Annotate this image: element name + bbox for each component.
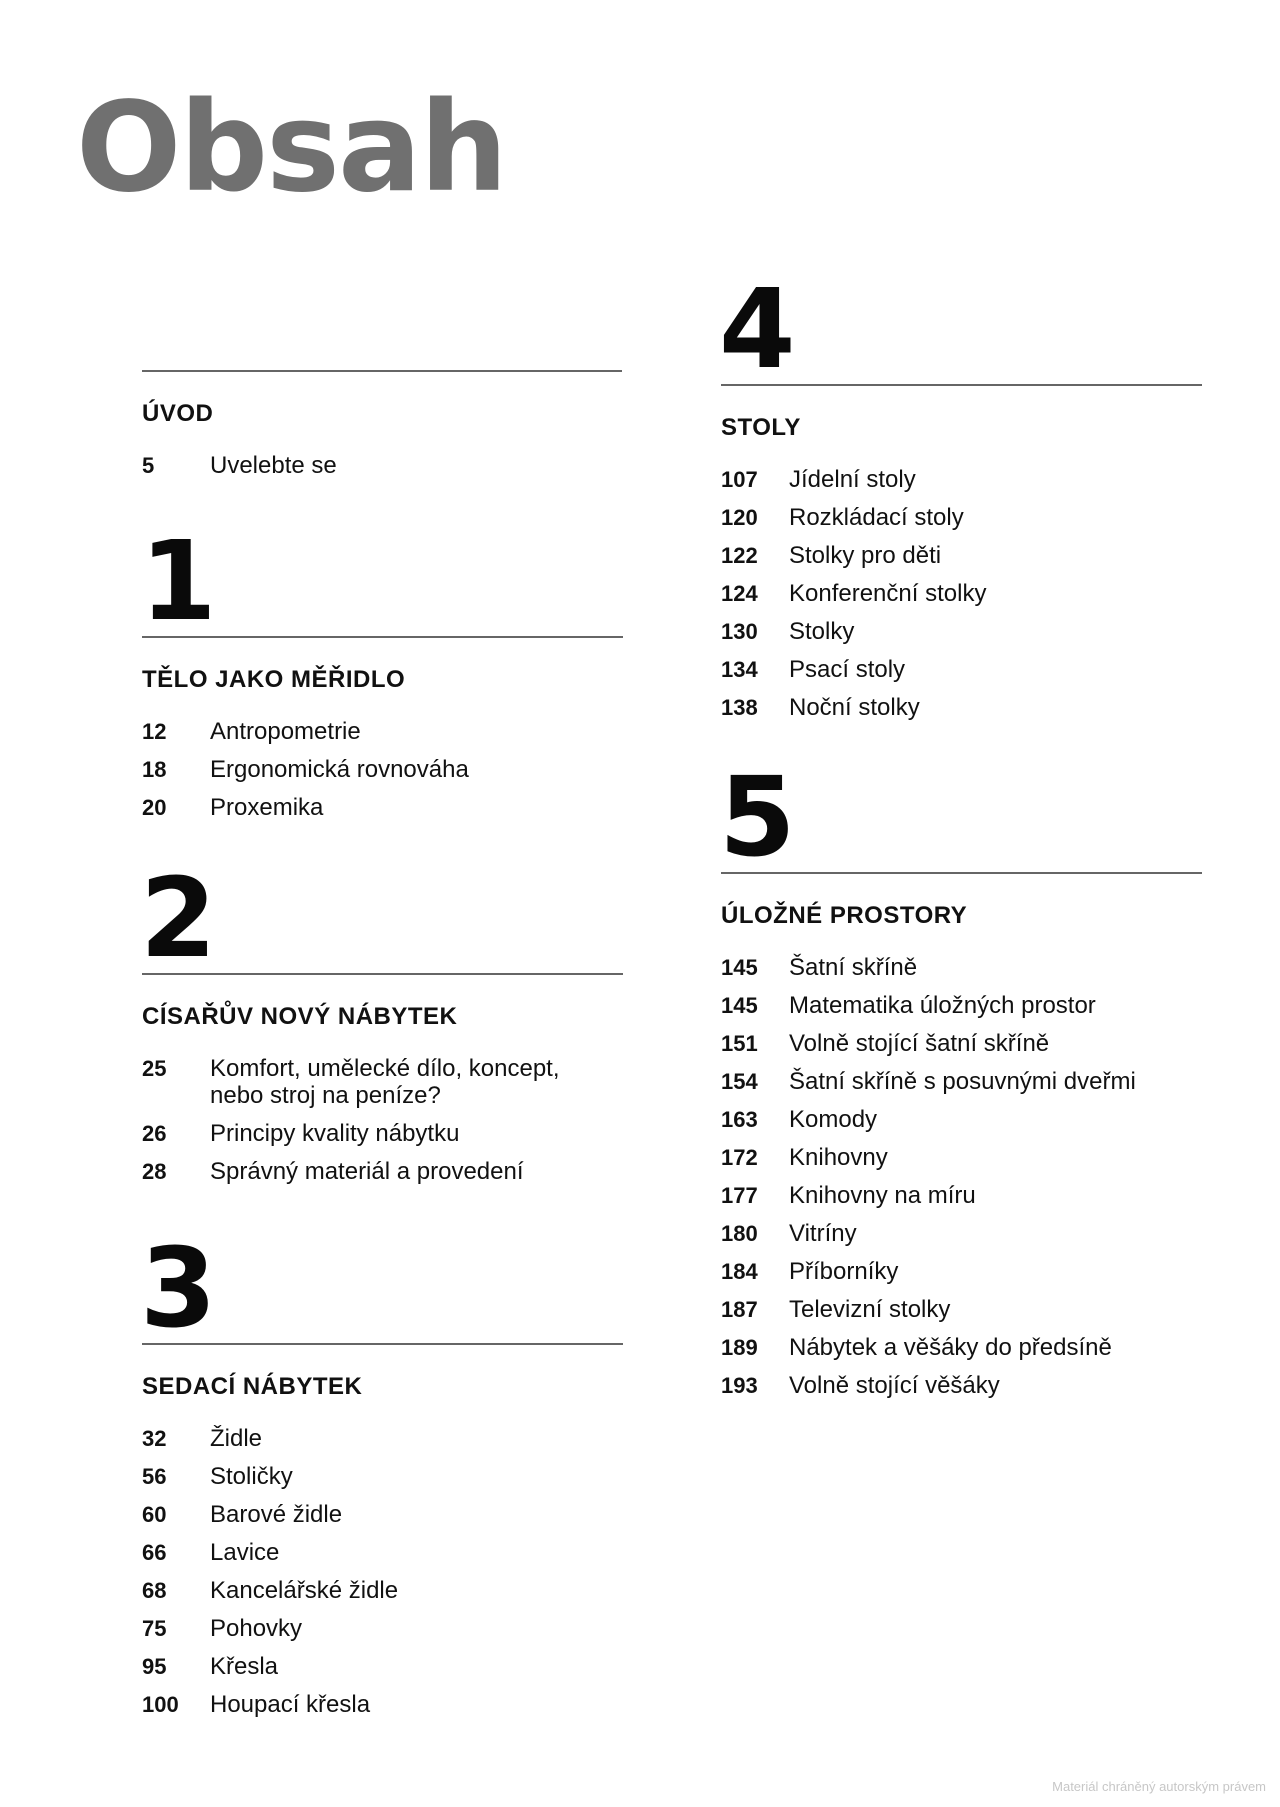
toc-entry <box>721 1372 1202 1399</box>
toc-page-number: 25 <box>142 1056 167 1081</box>
toc-entry <box>721 1068 1202 1095</box>
toc-entry-title: Knihovny <box>789 1144 888 1171</box>
page-title: Obsah <box>76 76 506 220</box>
toc-entry <box>142 1691 623 1718</box>
toc-section-3 <box>140 1224 623 1729</box>
toc-entry-title: Komfort, umělecké dílo, koncept, nebo stroj na peníze? <box>210 1055 560 1109</box>
section-heading: ÚVOD <box>142 400 214 427</box>
section-heading: TĚLO JAKO MĚŘIDLO <box>142 666 406 693</box>
toc-entry-title: Stolky <box>789 618 855 645</box>
toc-page-number: 130 <box>721 619 758 644</box>
toc-entry-title: Barové židle <box>210 1501 343 1528</box>
toc-entry <box>721 954 1202 981</box>
toc-page-number: 32 <box>142 1426 167 1451</box>
toc-page-number: 187 <box>721 1297 758 1322</box>
toc-page-number: 26 <box>142 1121 167 1146</box>
toc-entry <box>721 1220 1202 1247</box>
toc-entry-title: Antropometrie <box>210 718 361 745</box>
toc-section-2 <box>140 854 623 1196</box>
toc-entry-title: Kancelářské židle <box>210 1577 399 1604</box>
toc-section-intro <box>142 370 622 490</box>
section-heading: STOLY <box>721 414 801 441</box>
toc-entry-title: Matematika úložných prostor <box>789 992 1096 1019</box>
toc-page-number: 56 <box>142 1464 167 1489</box>
toc-entry <box>142 1425 623 1452</box>
toc-entry-title: Rozkládací stoly <box>789 504 964 531</box>
toc-page-number: 20 <box>142 795 167 820</box>
toc-page-number: 134 <box>721 657 758 682</box>
toc-entry <box>721 694 1202 721</box>
toc-page-number: 100 <box>142 1692 179 1717</box>
toc-entry <box>721 466 1202 493</box>
toc-page-number: 124 <box>721 581 758 606</box>
section-heading: SEDACÍ NÁBYTEK <box>142 1373 363 1400</box>
toc-entry <box>721 580 1202 607</box>
toc-page-number: 18 <box>142 757 167 782</box>
section-entries <box>721 954 1202 1399</box>
toc-page-number: 12 <box>142 719 167 744</box>
toc-page-number: 107 <box>721 467 758 492</box>
toc-entry <box>142 718 623 745</box>
section-number: 4 <box>719 265 796 393</box>
toc-entry <box>142 1055 623 1109</box>
toc-entry-title: Židle <box>210 1425 263 1452</box>
toc-page-number: 60 <box>142 1502 167 1527</box>
toc-entry-title: Lavice <box>210 1539 280 1566</box>
section-entries <box>142 1425 623 1718</box>
toc-page-number: 184 <box>721 1259 758 1284</box>
copyright-watermark: Materiál chráněný autorským právem <box>1052 1779 1266 1794</box>
toc-entry <box>721 656 1202 683</box>
section-divider <box>142 370 622 372</box>
toc-entry <box>142 1501 623 1528</box>
toc-entry-title: Šatní skříně <box>789 954 918 981</box>
toc-page-number: 75 <box>142 1616 167 1641</box>
toc-page-number: 172 <box>721 1145 758 1170</box>
toc-page-number: 145 <box>721 955 758 980</box>
toc-page-number: 189 <box>721 1335 758 1360</box>
toc-entry <box>142 794 623 821</box>
toc-section-1 <box>140 517 623 832</box>
toc-entry <box>721 1334 1202 1361</box>
toc-entry-title: Stolky pro děti <box>789 542 942 569</box>
toc-page-number: 68 <box>142 1578 167 1603</box>
toc-entry-title: Houpací křesla <box>210 1691 371 1718</box>
toc-entry <box>721 618 1202 645</box>
toc-entry <box>142 756 623 783</box>
toc-entry-title: Komody <box>789 1106 878 1133</box>
toc-entry-title: Pohovky <box>210 1615 303 1642</box>
toc-entry-title: Volně stojící šatní skříně <box>789 1030 1050 1057</box>
toc-entry-title: Křesla <box>210 1653 279 1680</box>
toc-entry-title: Konferenční stolky <box>789 580 987 607</box>
toc-entry <box>721 992 1202 1019</box>
toc-entry <box>721 504 1202 531</box>
section-entries <box>721 466 1202 721</box>
section-number: 5 <box>719 753 796 881</box>
toc-section-4 <box>719 265 1202 732</box>
toc-entry-title: Noční stolky <box>789 694 920 721</box>
toc-entry-title: Stoličky <box>210 1463 293 1490</box>
section-heading: ÚLOŽNÉ PROSTORY <box>721 902 968 929</box>
toc-entry-title: Volně stojící věšáky <box>789 1372 1000 1399</box>
toc-entry-title: Psací stoly <box>789 656 906 683</box>
section-number: 2 <box>140 854 217 982</box>
toc-entry <box>142 1158 623 1185</box>
toc-entry <box>142 1653 623 1680</box>
toc-entry-title: Správný materiál a provedení <box>210 1158 524 1185</box>
toc-entry <box>721 1296 1202 1323</box>
toc-entry-title: Nábytek a věšáky do předsíně <box>789 1334 1112 1361</box>
toc-page-number: 154 <box>721 1069 758 1094</box>
toc-page-number: 151 <box>721 1031 758 1056</box>
toc-entry <box>142 1463 623 1490</box>
toc-entry-title: Knihovny na míru <box>789 1182 976 1209</box>
toc-page-number: 28 <box>142 1159 167 1184</box>
toc-entry <box>142 452 622 479</box>
toc-entry-title: Uvelebte se <box>210 452 337 479</box>
toc-entry <box>721 1182 1202 1209</box>
toc-page-number: 193 <box>721 1373 758 1398</box>
toc-page-number: 145 <box>721 993 758 1018</box>
toc-page-number: 180 <box>721 1221 758 1246</box>
toc-entry-title: Ergonomická rovnováha <box>210 756 469 783</box>
toc-entry <box>721 1030 1202 1057</box>
toc-page-number: 163 <box>721 1107 758 1132</box>
section-entries <box>142 452 622 479</box>
toc-entry-title: Šatní skříně s posuvnými dveřmi <box>789 1068 1136 1095</box>
toc-entry-title: Jídelní stoly <box>789 466 916 493</box>
toc-entry <box>721 1258 1202 1285</box>
toc-entry-title: Vitríny <box>789 1220 857 1247</box>
section-number: 1 <box>140 517 217 645</box>
toc-entry-title: Principy kvality nábytku <box>210 1120 460 1147</box>
toc-entry <box>142 1539 623 1566</box>
toc-page-number: 120 <box>721 505 758 530</box>
section-heading: CÍSAŘŮV NOVÝ NÁBYTEK <box>142 1003 458 1030</box>
toc-page-number: 66 <box>142 1540 167 1565</box>
toc-page-number: 5 <box>142 453 155 478</box>
toc-page-number: 95 <box>142 1654 167 1679</box>
toc-entry-title: Televizní stolky <box>789 1296 951 1323</box>
toc-entry <box>721 542 1202 569</box>
toc-entry-title: Proxemika <box>210 794 324 821</box>
toc-page-number: 177 <box>721 1183 758 1208</box>
section-number: 3 <box>140 1224 217 1352</box>
toc-section-5 <box>719 753 1202 1410</box>
toc-page-number: 122 <box>721 543 758 568</box>
toc-entry <box>142 1615 623 1642</box>
section-entries <box>142 1055 623 1185</box>
section-entries <box>142 718 623 821</box>
toc-entry-title: Příborníky <box>789 1258 899 1285</box>
toc-entry <box>142 1120 623 1147</box>
toc-page-number: 138 <box>721 695 758 720</box>
toc-entry <box>142 1577 623 1604</box>
toc-entry <box>721 1106 1202 1133</box>
toc-entry <box>721 1144 1202 1171</box>
